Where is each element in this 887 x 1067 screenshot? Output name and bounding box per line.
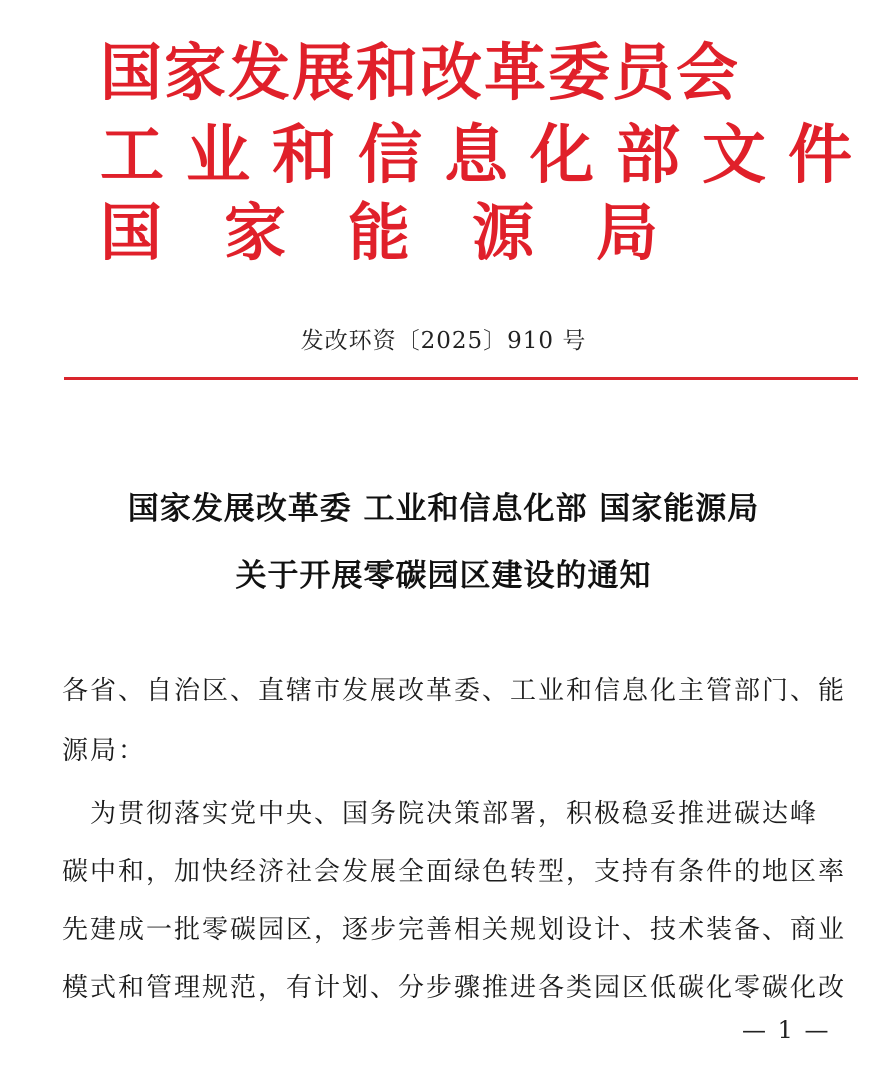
paragraph-line-1: 为贯彻落实党中央、国务院决策部署，积极稳妥推进碳达峰 — [62, 799, 819, 829]
notice-title-line-1: 国家发展改革委 工业和信息化部 国家能源局 — [127, 491, 760, 527]
red-divider-rule — [64, 377, 858, 380]
paragraph-line-3: 先建成一批零碳园区，逐步完善相关规划设计、技术装备、商业 — [62, 915, 847, 945]
addressee-line-1: 各省、自治区、直辖市发展改革委、工业和信息化主管部门、能 — [62, 676, 847, 706]
masthead-line-ndrc: 国家发展和改革委员会 — [100, 36, 741, 109]
addressee-line-2: 源局： — [62, 736, 147, 766]
page-number: — 1 — — [742, 1016, 831, 1044]
masthead-line-nea: 国家能源局 — [100, 196, 721, 269]
masthead-line-miit: 工业和信息化部文件 — [100, 119, 874, 193]
paragraph-line-2: 碳中和，加快经济社会发展全面绿色转型，支持有条件的地区率 — [62, 857, 847, 887]
notice-title-line-2: 关于开展零碳园区建设的通知 — [235, 558, 652, 594]
document-number: 发改环资〔2025〕910 号 — [300, 328, 587, 354]
paragraph-line-4: 模式和管理规范，有计划、分步骤推进各类园区低碳化零碳化改 — [62, 973, 847, 1003]
